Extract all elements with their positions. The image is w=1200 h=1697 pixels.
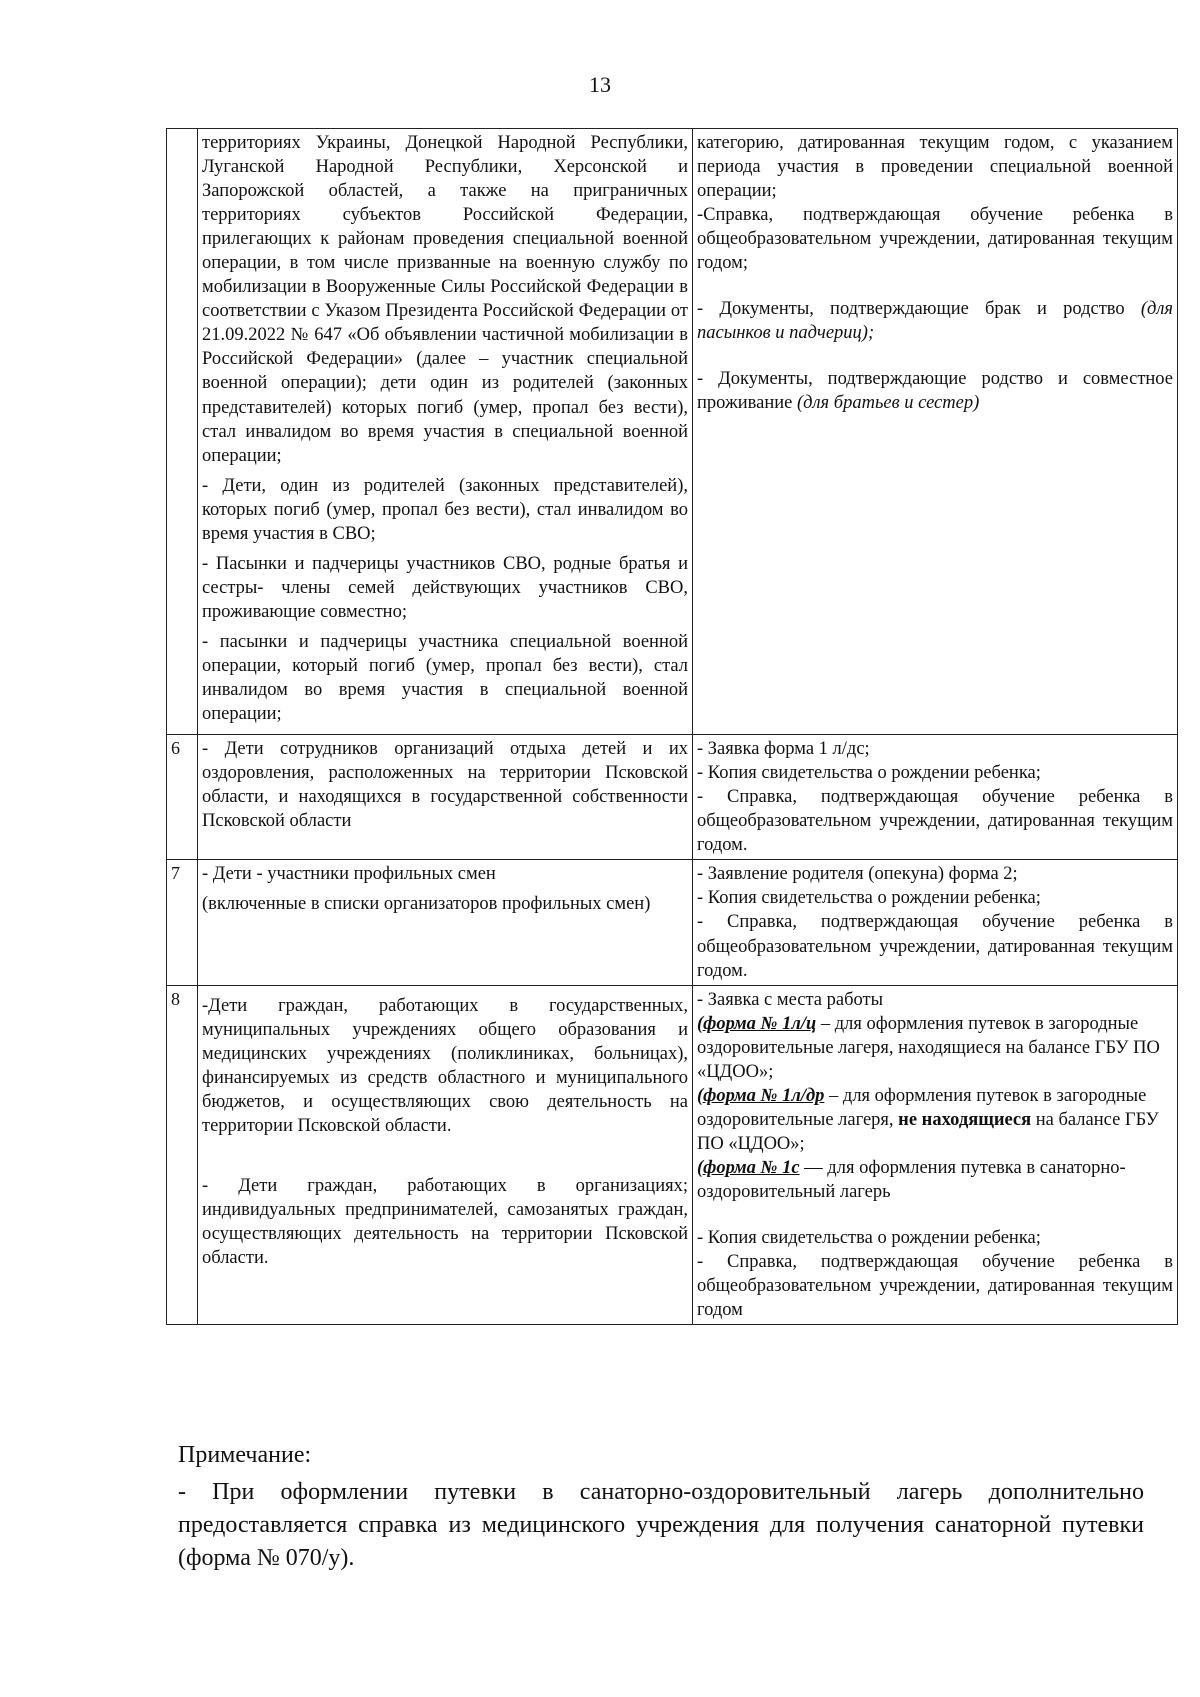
documents-item: - Копия свидетельства о рождении ребенка; [697,888,1041,909]
row-number-cell: 6 [167,735,198,860]
documents-item: - Копия свидетельства о рождении ребенка; [697,763,1041,784]
form-label: (форма № 1л/ц [697,1013,817,1034]
documents-item: - Заявление родителя (опекуна) форма 2; [697,864,1018,885]
criteria-text: территориях Украины, Донецкой Народной Республики, Луганской Народной Республики, Херсонской и Запорожской областей, а также на приграничных территориях субъектов Российской Федерации, прилегающих к районам проведения специальной военной операции, в том числе призванные на военную службу по мобилизации в Вооруженные Силы Российской Федерации в соответствии с Указом Президента Российской Федерации от 21.09.2022 № 647 «Об объявлении частичной мобилизации в Российской Федерации» (далее – участник специальной военной операции); дети один из родителей (законных представителей) которых погиб (умер, пропал без вести), стал инвалидом во время участия в специальной военной операции; [202,133,688,466]
documents-cell [693,735,1178,860]
form-1s-item: (форма № 1с — для оформления путевка в санаторно-оздоровительный лагерь [697,1157,1126,1202]
page-number: 13 [589,72,611,97]
documents-cell [693,860,1178,985]
table-row [167,129,1178,735]
criteria-cell [198,985,693,1325]
table-row [167,735,1178,860]
criteria-text: - Пасынки и падчерицы участников СВО, родные братья и сестры- члены семей действующих участников СВО, проживающие совместно; [202,553,688,622]
criteria-text: - Дети граждан, работающих в организациях; индивидуальных предпринимателей, самозанятых граждан, осуществляющих деятельность на территории Псковской области. [202,1175,688,1269]
form-label: (форма № 1л/др [697,1085,825,1106]
form-1l-c-item: (форма № 1л/ц – для оформления путевок в загородные оздоровительные лагеря, находящиеся на балансе ГБУ ПО «ЦДОО»; [697,1013,1160,1082]
documents-text: -Справка, подтверждающая обучение ребенка в общеобразовательном учреждении, датированная текущим годом; [697,205,1173,274]
documents-text: - Документы, подтверждающие родство и совместное проживание (для братьев и сестер) [697,369,1173,414]
documents-note: (для братьев и сестер) [796,393,980,414]
row-number-cell [167,129,198,735]
criteria-text: -Дети граждан, работающих в государственных, муниципальных учреждениях общего образования и медицинских учреждениях (поликлиниках, больницах), финансируемых из средств областного и муниципального бюджетов, и осуществляющих свою деятельность на территории Псковской области. [202,995,688,1136]
documents-cell [693,129,1178,735]
form-1l-dr-item: (форма № 1л/др – для оформления путевок в загородные оздоровительные лагеря, не находящиеся на балансе ГБУ ПО «ЦДОО»; [697,1085,1159,1154]
row-number-cell: 7 [167,860,198,985]
form-label: (форма № 1с [697,1157,800,1178]
note-title: Примечание: [178,1442,312,1468]
documents-item: - Заявка с места работы [697,989,884,1010]
documents-table [166,128,1178,1325]
documents-item: - Справка, подтверждающая обучение ребенка в общеобразовательном учреждении, датированная текущим годом [697,1252,1173,1321]
criteria-cell [198,735,693,860]
criteria-text: - Дети - участники профильных смен [202,864,496,885]
documents-item: - Копия свидетельства о рождении ребенка; [697,1228,1041,1249]
criteria-text: - Дети, один из родителей (законных представителей), которых погиб (умер, пропал без вести), стал инвалидом во время участия в СВО; [202,475,688,544]
criteria-cell [198,860,693,985]
table-row [167,860,1178,985]
documents-item: - Справка, подтверждающая обучение ребенка в общеобразовательном учреждении, датированная текущим годом. [697,787,1173,856]
documents-item: - Заявка форма 1 л/дс; [697,739,870,760]
table-row [167,985,1178,1325]
documents-text: категорию, датированная текущим годом, с указанием периода участия в проведении специальной военной операции; [697,133,1173,202]
documents-note: (для пасынков и падчериц); [697,299,1173,344]
criteria-text: - пасынки и падчерицы участника специальной военной операции, который погиб (умер, пропал без вести), стал инвалидом во время участия в специальной военной операции; [202,631,688,725]
row-number-cell: 8 [167,985,198,1325]
emphasis-text: не находящиеся [898,1109,1032,1130]
criteria-text: - Дети сотрудников организаций отдыха детей и их оздоровления, расположенных на территории Псковской области, и находящихся в государственной собственности Псковской области [202,739,688,832]
criteria-cell [198,129,693,735]
documents-cell [693,985,1178,1325]
criteria-text: (включенные в списки организаторов профильных смен) [202,894,651,915]
documents-text: - Документы, подтверждающие брак и родство (для пасынков и падчериц); [697,299,1173,344]
documents-item: - Справка, подтверждающая обучение ребенка в общеобразовательном учреждении, датированная текущим годом. [697,912,1173,981]
note-text: - При оформлении путевки в санаторно-оздоровительный лагерь дополнительно предоставляется справка из медицинского учреждения для получения санаторной путевки (форма № 070/у). [178,1479,1144,1572]
